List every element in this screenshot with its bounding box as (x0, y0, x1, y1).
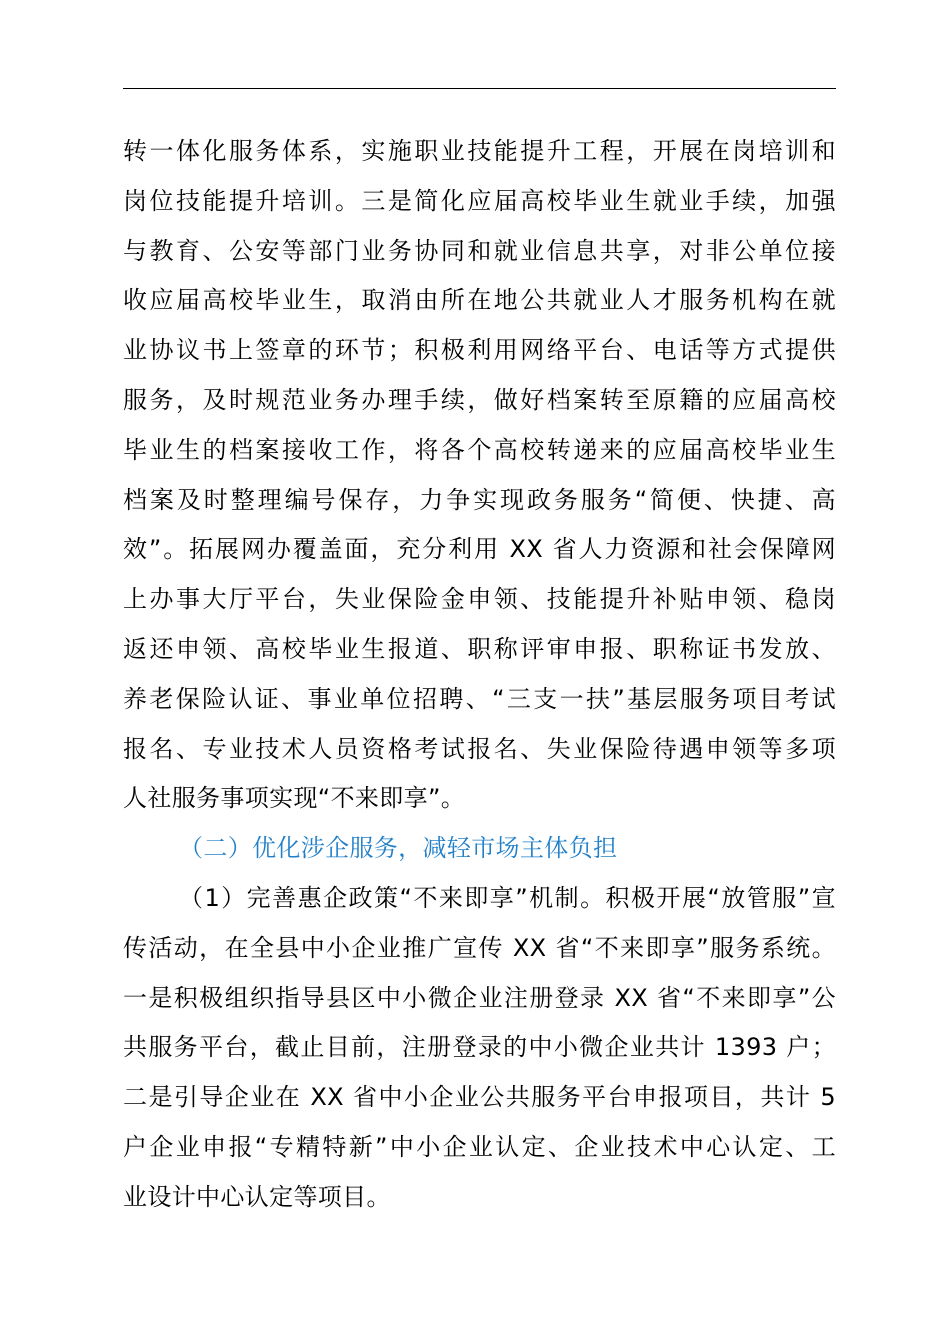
paragraph-line: 传活动，在全县中小企业推广宣传 XX 省“不来即享”服务系统。 (123, 933, 836, 962)
paragraph-line: 报名、专业技术人员资格考试报名、失业保险待遇申领等多项 (123, 734, 836, 763)
paragraph-line: （1）完善惠企政策“不来即享”机制。积极开展“放管服”宣 (179, 883, 836, 912)
paragraph-line: 转一体化服务体系，实施职业技能提升工程，开展在岗培训和 (123, 137, 836, 165)
paragraph-line: 效”。拓展网办覆盖面，充分利用 XX 省人力资源和社会保障网 (123, 535, 836, 564)
paragraph-enterprise (123, 874, 836, 1223)
document-body (123, 127, 836, 1223)
paragraph-line: 档案及时整理编号保存，力争实现政务服务“简便、快捷、高 (123, 485, 836, 514)
paragraph-line: 上办事大厅平台，失业保险金申领、技能提升补贴申领、稳岗 (123, 585, 836, 614)
paragraph-services (123, 127, 836, 824)
paragraph-line: 毕业生的档案接收工作，将各个高校转递来的应届高校毕业生 (123, 435, 836, 464)
paragraph-line: 与教育、公安等部门业务协同和就业信息共享，对非公单位接 (123, 236, 836, 265)
section-heading: （二）优化涉企服务，减轻市场主体负担 (179, 834, 618, 863)
paragraph-line: 服务，及时规范业务办理手续，做好档案转至原籍的应届高校 (123, 385, 836, 414)
paragraph-line: 共服务平台，截止目前，注册登录的中小微企业共计 1393 户； (123, 1033, 836, 1062)
paragraph-line: 户企业申报“专精特新”中小企业认定、企业技术中心认定、工 (123, 1132, 836, 1161)
paragraph-line: 养老保险认证、事业单位招聘、“三支一扶”基层服务项目考试 (123, 684, 836, 713)
paragraph-line: 人社服务事项实现“不来即享”。 (123, 784, 466, 813)
paragraph-line: 业设计中心认定等项目。 (123, 1182, 391, 1211)
paragraph-line: 二是引导企业在 XX 省中小企业公共服务平台申报项目，共计 5 (123, 1083, 836, 1112)
paragraph-line: 返还申领、高校毕业生报道、职称评审申报、职称证书发放、 (123, 634, 836, 663)
header-rule (123, 88, 836, 89)
paragraph-line: 收应届高校毕业生，取消由所在地公共就业人才服务机构在就 (123, 286, 836, 315)
paragraph-line: 一是积极组织指导县区中小微企业注册登录 XX 省“不来即享”公 (123, 983, 836, 1012)
paragraph-line: 业协议书上签章的环节；积极利用网络平台、电话等方式提供 (123, 336, 836, 365)
paragraph-line: 岗位技能提升培训。三是简化应届高校毕业生就业手续，加强 (123, 186, 836, 215)
